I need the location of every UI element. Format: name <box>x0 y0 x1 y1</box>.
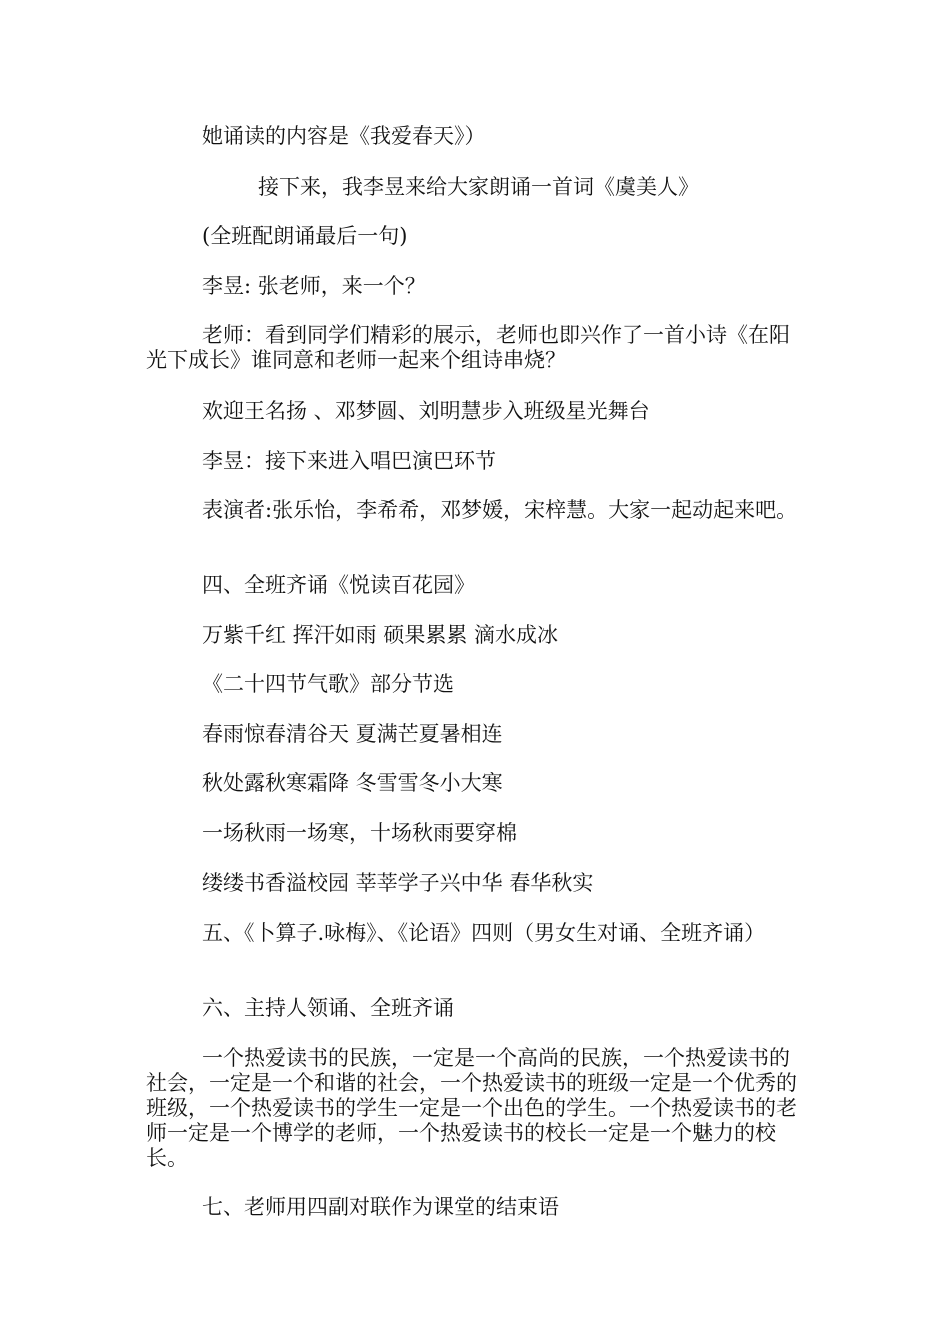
paragraph: 表演者:张乐怡，李希希，邓梦媛，宋梓慧。大家一起动起来吧。 <box>202 498 798 522</box>
paragraph: 一场秋雨一场寒，十场秋雨要穿棉 <box>202 821 517 845</box>
paragraph: 六、主持人领诵、全班齐诵 <box>202 996 454 1020</box>
paragraph: 五、《卜算子.咏梅》、《论语》四则（男女生对诵、全班齐诵） <box>202 921 766 945</box>
paragraph: 李昱: 张老师，来一个？ <box>202 274 426 298</box>
paragraph: 万紫千红 挥汗如雨 硕果累累 滴水成冰 <box>202 623 559 647</box>
paragraph: 秋处露秋寒霜降 冬雪雪冬小大寒 <box>202 771 503 795</box>
paragraph: 一个热爱读书的民族，一定是一个高尚的民族，一个热爱读书的社会，一定是一个和谐的社会，一个热爱读书的班级一定是一个优秀的班级，一个热爱读书的学生一定是一个出色的学生。一个热爱读书的老师一定是一个博学的老师，一个热爱读书的校长一定是一个魅力的校长。 <box>146 1046 797 1170</box>
paragraph: (全班配朗诵最后一句) <box>202 224 408 248</box>
paragraph: 接下来，我李昱来给大家朗诵一首词《虞美人》 <box>258 175 699 199</box>
paragraph: 七、老师用四副对联作为课堂的结束语 <box>202 1195 559 1219</box>
paragraph: 欢迎王名扬 、邓梦圆、刘明慧步入班级星光舞台 <box>202 399 650 423</box>
paragraph: 春雨惊春清谷天 夏满芒夏暑相连 <box>202 722 503 746</box>
paragraph: 缕缕书香溢校园 莘莘学子兴中华 春华秋实 <box>202 871 594 895</box>
paragraph: 李昱：接下来进入唱巴演巴环节 <box>202 449 496 473</box>
paragraph: 《二十四节气歌》部分节选 <box>202 672 454 696</box>
paragraph: 老师：看到同学们精彩的展示，老师也即兴作了一首小诗《在阳光下成长》谁同意和老师一起来个组诗串烧？ <box>146 323 790 372</box>
paragraph: 她诵读的内容是《我爱春天》） <box>202 124 486 148</box>
paragraph: 四、全班齐诵《悦读百花园》 <box>202 573 475 597</box>
